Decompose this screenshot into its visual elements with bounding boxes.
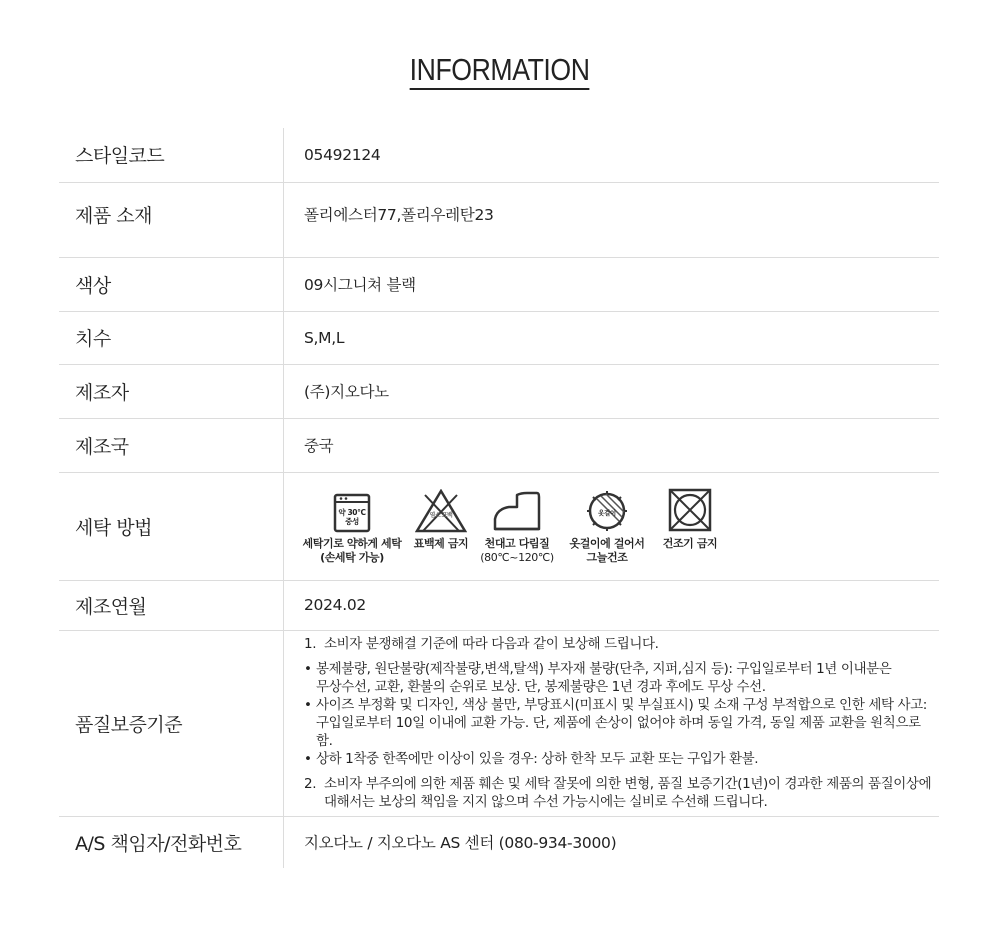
value-material-text: 폴리에스터77,폴리우레탄23: [304, 205, 494, 224]
row-material: [59, 182, 939, 257]
quality-bullet-2-line1: 사이즈 부정확 및 디자인, 색상 불만, 부당표시(미표시 및 부실표시) 및 소재 구성 부적합으로 인한 세탁 사고:: [316, 697, 927, 713]
wash-caption-4a: 옷걸이에 걸어서: [569, 537, 645, 550]
wash-caption-5a: 건조기 금지: [662, 537, 718, 550]
quality-item-2: [304, 775, 939, 811]
quality-bullet-2: [304, 696, 939, 750]
value-wash: [284, 472, 940, 580]
quality-bullet-1-line1: 봉제불량, 원단불량(제작불량,변색,탈색) 부자재 불량(단추, 지퍼,심지 등): 구입일로부터 1년 이내분은: [316, 661, 892, 677]
wash-caption-1b: (손세탁 가능): [320, 551, 384, 564]
row-date: [59, 580, 939, 630]
value-maker: (주)지오다노: [284, 364, 940, 418]
no-bleach-icon: [415, 489, 467, 533]
information-table: [59, 128, 939, 868]
wash-caption-2a: 표백제 금지: [413, 537, 469, 550]
quality-item-2-num: 2.: [304, 776, 317, 792]
quality-item-2-line2: 대해서는 보상의 책임을 지지 않으며 수선 가능시에는 실비로 수선해 드립니다.: [324, 794, 768, 810]
quality-item-2-line1: 소비자 부주의에 의한 제품 훼손 및 세탁 잘못에 의한 변형, 품질 보증기간(1년)이 경과한 제품의 품질이상에: [324, 776, 932, 792]
quality-bullet-1: [304, 660, 939, 696]
value-color: 09시그니쳐 블랙: [284, 257, 940, 311]
wash-caption-1a: 세탁기로 약하게 세탁: [302, 537, 402, 550]
row-wash: [59, 472, 939, 580]
hang-dry-shade-icon: [585, 489, 629, 533]
wash-inner-neutral: 중성: [345, 517, 359, 526]
no-tumble-dry-icon: [667, 487, 713, 533]
wash-item-4: [560, 489, 654, 565]
value-quality: [284, 630, 940, 816]
wash-30-gentle-icon: [332, 493, 372, 533]
wash-caption-4b: 그늘건조: [586, 551, 628, 564]
value-material: [284, 182, 940, 257]
value-as: 지오다노 / 지오다노 AS 센터 (080-934-3000): [304, 834, 617, 853]
label-color: 색상: [59, 257, 284, 311]
row-style-code: [59, 128, 939, 182]
row-as: [59, 816, 939, 868]
wash-item-2: [408, 489, 474, 551]
row-maker: [59, 364, 939, 418]
wash-inner-temp: 약 30°C: [338, 508, 366, 517]
wash-icons: [304, 487, 939, 565]
iron-cloth-icon: [491, 491, 543, 533]
quality-item-1-num: 1.: [304, 636, 317, 652]
quality-item-1-text: 소비자 분쟁해결 기준에 따라 다음과 같이 보상해 드립니다.: [324, 636, 659, 652]
bullet-mark: •: [304, 661, 312, 677]
page-title: INFORMATION: [410, 52, 590, 90]
quality-list: [304, 635, 939, 811]
quality-item-1: [304, 635, 939, 653]
quality-bullet-1-line2: 무상수선, 교환, 환불의 순위로 보상. 단, 봉제불량은 1년 경과 후에도 무상 수선.: [316, 679, 766, 695]
label-size: 치수: [59, 311, 284, 364]
quality-bullet-3-line1: 상하 1착중 한쪽에만 이상이 있을 경우: 상하 한착 모두 교환 또는 구입가 환불.: [316, 751, 759, 767]
label-wash: 세탁 방법: [59, 472, 284, 580]
value-style-code: 05492124: [284, 128, 940, 182]
bleach-inner-2: 표백: [441, 512, 453, 519]
quality-bullet-3: [304, 750, 939, 768]
row-size: [59, 311, 939, 364]
title-wrap: [0, 52, 1000, 90]
value-country: 중국: [284, 418, 940, 472]
label-date: 제조연월: [59, 580, 284, 630]
row-country: [59, 418, 939, 472]
wash-caption-3b: (80℃~120℃): [480, 551, 554, 564]
bullet-mark: •: [304, 697, 312, 713]
wash-item-1: [296, 493, 408, 565]
quality-bullet-2-line2: 구입일로부터 10일 이내에 교환 가능. 단, 제품에 손상이 없어야 하며 동일 가격, 동일 제품 교환을 원칙으로 함.: [316, 715, 921, 749]
row-color: [59, 257, 939, 311]
label-as: A/S 책임자/전화번호: [59, 816, 284, 868]
label-material: [59, 182, 284, 257]
wash-caption-3a: 천대고 다림질: [484, 537, 550, 550]
bleach-inner-1: 염소: [429, 512, 441, 519]
wash-item-3: [474, 491, 560, 565]
hang-inner: 옷걸이: [598, 509, 616, 517]
label-country: 제조국: [59, 418, 284, 472]
wash-item-5: [654, 487, 726, 551]
label-quality: 품질보증기준: [59, 630, 284, 816]
value-date: 2024.02: [284, 580, 940, 630]
label-maker: 제조자: [59, 364, 284, 418]
label-material-text: 제품 소재: [75, 204, 152, 227]
bullet-mark: •: [304, 751, 312, 767]
label-style-code: 스타일코드: [59, 128, 284, 182]
value-size: S,M,L: [284, 311, 940, 364]
row-quality: [59, 630, 939, 816]
